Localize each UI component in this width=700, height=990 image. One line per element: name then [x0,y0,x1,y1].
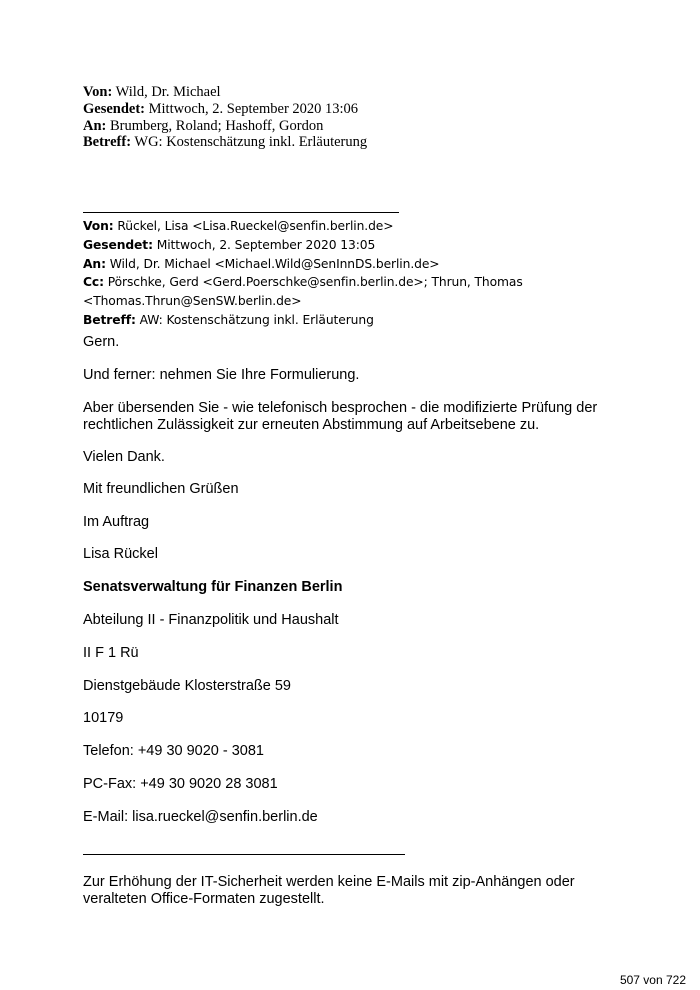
outer-subject-value: WG: Kostenschätzung inkl. Erläuterung [131,134,368,151]
outer-subject-label: Betreff: [83,134,132,151]
body-line-formulation: Und ferner: nehmen Sie Ihre Formulierung. [83,367,360,383]
inner-cc-label: Cc: [83,275,104,290]
outer-subject-line [83,134,367,151]
inner-to-line [83,255,523,274]
body-on-behalf: Im Auftrag [83,514,150,530]
inner-cc-line [83,273,523,292]
signature-fax: PC-Fax: +49 30 9020 28 3081 [83,776,278,792]
inner-sent-line [83,236,523,255]
header-divider [83,212,399,213]
inner-sent-value: Mittwoch, 2. September 2020 13:05 [152,237,376,252]
outer-to-value: Brumberg, Roland; Hashoff, Gordon [106,117,324,134]
signature-email: E-Mail: lisa.rueckel@senfin.berlin.de [83,809,318,825]
security-notice [83,874,643,907]
signature-building: Dienstgebäude Klosterstraße 59 [83,678,291,694]
inner-subject-value: AW: Kostenschätzung inkl. Erläuterung [135,312,374,327]
inner-cc-value: Pörschke, Gerd <Gerd.Poerschke@senfin.berlin.de>; Thrun, Thomas [103,275,523,290]
page-number: 507 von 722 [619,973,686,987]
signature-reference: II F 1 Rü [83,645,139,661]
outer-from-label: Von: [83,84,113,100]
security-notice-line-2: veralteten Office-Formaten zugestellt. [83,890,325,907]
body-paragraph-line-2: rechtlichen Zulässigkeit zur erneuten Abstimmung auf Arbeitsebene zu. [83,416,540,433]
signature-phone: Telefon: +49 30 9020 - 3081 [83,743,264,759]
inner-email-header [83,217,523,330]
body-paragraph-request [83,400,643,433]
outer-to-label: An: [83,117,107,134]
inner-cc-line-continued: <Thomas.Thrun@SenSW.berlin.de> [83,294,302,309]
inner-sent-label: Gesendet: [83,237,153,252]
outer-sent-line [83,101,367,118]
inner-subject-label: Betreff: [83,312,136,327]
body-thanks: Vielen Dank. [83,449,165,465]
outer-sent-label: Gesendet: [83,100,146,117]
inner-to-label: An: [83,256,106,271]
inner-from-value: Rückel, Lisa <Lisa.Rueckel@senfin.berlin.de> [113,219,394,233]
outer-from-line [83,84,367,101]
security-notice-line-1: Zur Erhöhung der IT-Sicherheit werden keine E-Mails mit zip-Anhängen oder [83,874,575,890]
outer-email-header [83,84,367,151]
body-closing: Mit freundlichen Grüßen [83,481,239,497]
inner-to-value: Wild, Dr. Michael <Michael.Wild@SenInnDS.berlin.de> [105,256,440,271]
inner-from-label: Von: [83,219,114,233]
signature-organization: Senatsverwaltung für Finanzen Berlin [83,579,343,595]
body-paragraph-line-1: Aber übersenden Sie - wie telefonisch besprochen - die modifizierte Prüfung der [83,400,598,416]
signature-department: Abteilung II - Finanzpolitik und Haushalt [83,612,339,628]
signature-divider [83,854,405,855]
outer-from-value: Wild, Dr. Michael [112,84,221,100]
inner-from-line [83,217,523,236]
inner-subject-line [83,311,523,330]
signature-postcode: 10179 [83,710,124,726]
body-greeting: Gern. [83,334,120,350]
outer-to-line [83,118,367,135]
body-sender-name: Lisa Rückel [83,546,158,562]
outer-sent-value: Mittwoch, 2. September 2020 13:06 [145,100,359,117]
